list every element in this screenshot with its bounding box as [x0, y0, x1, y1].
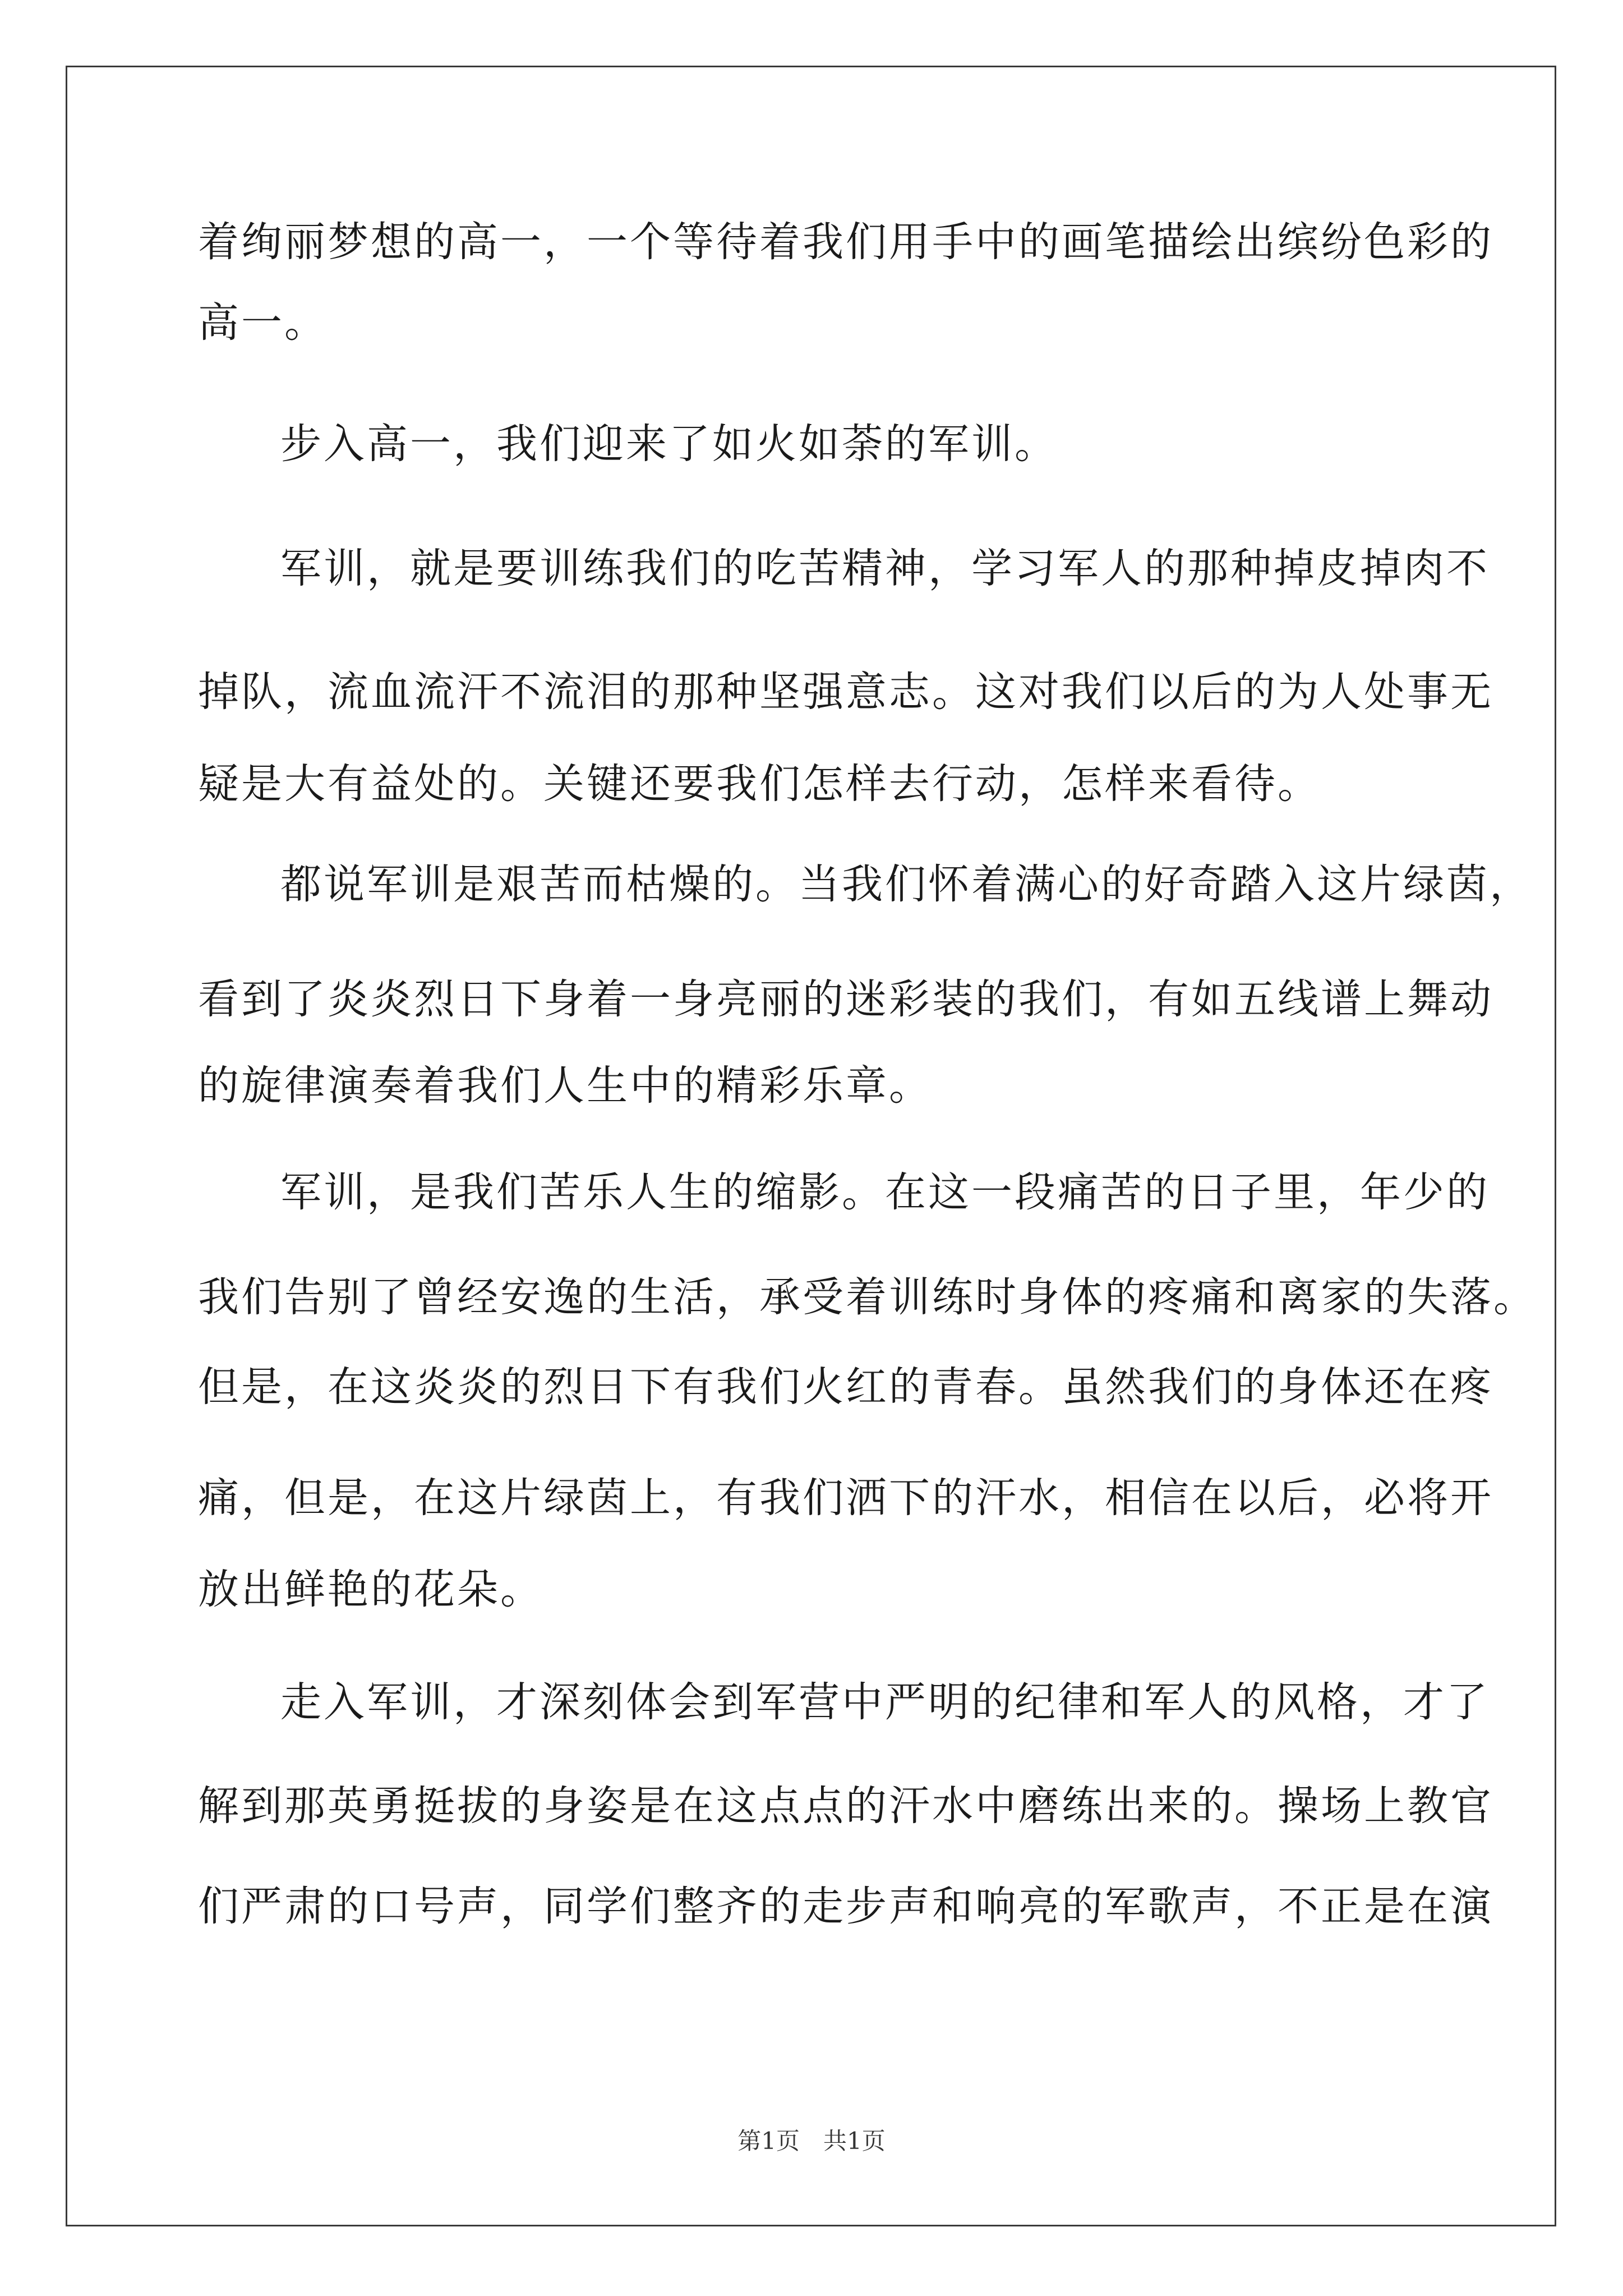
- body-line-15: 走入军训，才深刻体会到军营中严明的纪律和军人的风格，才了: [280, 1678, 1490, 1726]
- body-line-13: 痛，但是，在这片绿茵上，有我们洒下的汗水，相信在以后，必将开: [198, 1474, 1493, 1522]
- body-line-7: 都说军训是艰苦而枯燥的。当我们怀着满心的好奇踏入这片绿茵，: [280, 861, 1533, 908]
- body-line-4: 军训，就是要训练我们的吃苦精神，学习军人的那种掉皮掉肉不: [280, 545, 1490, 592]
- body-line-14: 放出鲜艳的花朵。: [198, 1566, 543, 1613]
- body-line-17: 们严肃的口号声，同学们整齐的走步声和响亮的军歌声，不正是在演: [198, 1883, 1493, 1930]
- body-line-6: 疑是大有益处的。关键还要我们怎样去行动，怎样来看待。: [198, 760, 1321, 808]
- body-line-3: 步入高一，我们迎来了如火如荼的军训。: [280, 420, 1058, 468]
- body-line-10: 军训，是我们苦乐人生的缩影。在这一段痛苦的日子里，年少的: [280, 1168, 1490, 1216]
- body-line-5: 掉队，流血流汗不流泪的那种坚强意志。这对我们以后的为人处事无: [198, 668, 1493, 716]
- body-line-8: 看到了炎炎烈日下身着一身亮丽的迷彩装的我们，有如五线谱上舞动: [198, 976, 1493, 1023]
- body-line-1: 着绚丽梦想的高一，一个等待着我们用手中的画笔描绘出缤纷色彩的: [198, 218, 1493, 266]
- body-line-16: 解到那英勇挺拔的身姿是在这点点的汗水中磨练出来的。操场上教官: [198, 1782, 1493, 1830]
- page-number-footer: 第1页 共1页: [737, 2127, 886, 2155]
- body-line-9: 的旋律演奏着我们人生中的精彩乐章。: [198, 1062, 932, 1110]
- body-line-2: 高一。: [198, 299, 328, 347]
- body-line-12: 但是，在这炎炎的烈日下有我们火红的青春。虽然我们的身体还在疼: [198, 1363, 1493, 1411]
- body-line-11: 我们告别了曾经安逸的生活，承受着训练时身体的疼痛和离家的失落。: [198, 1273, 1537, 1321]
